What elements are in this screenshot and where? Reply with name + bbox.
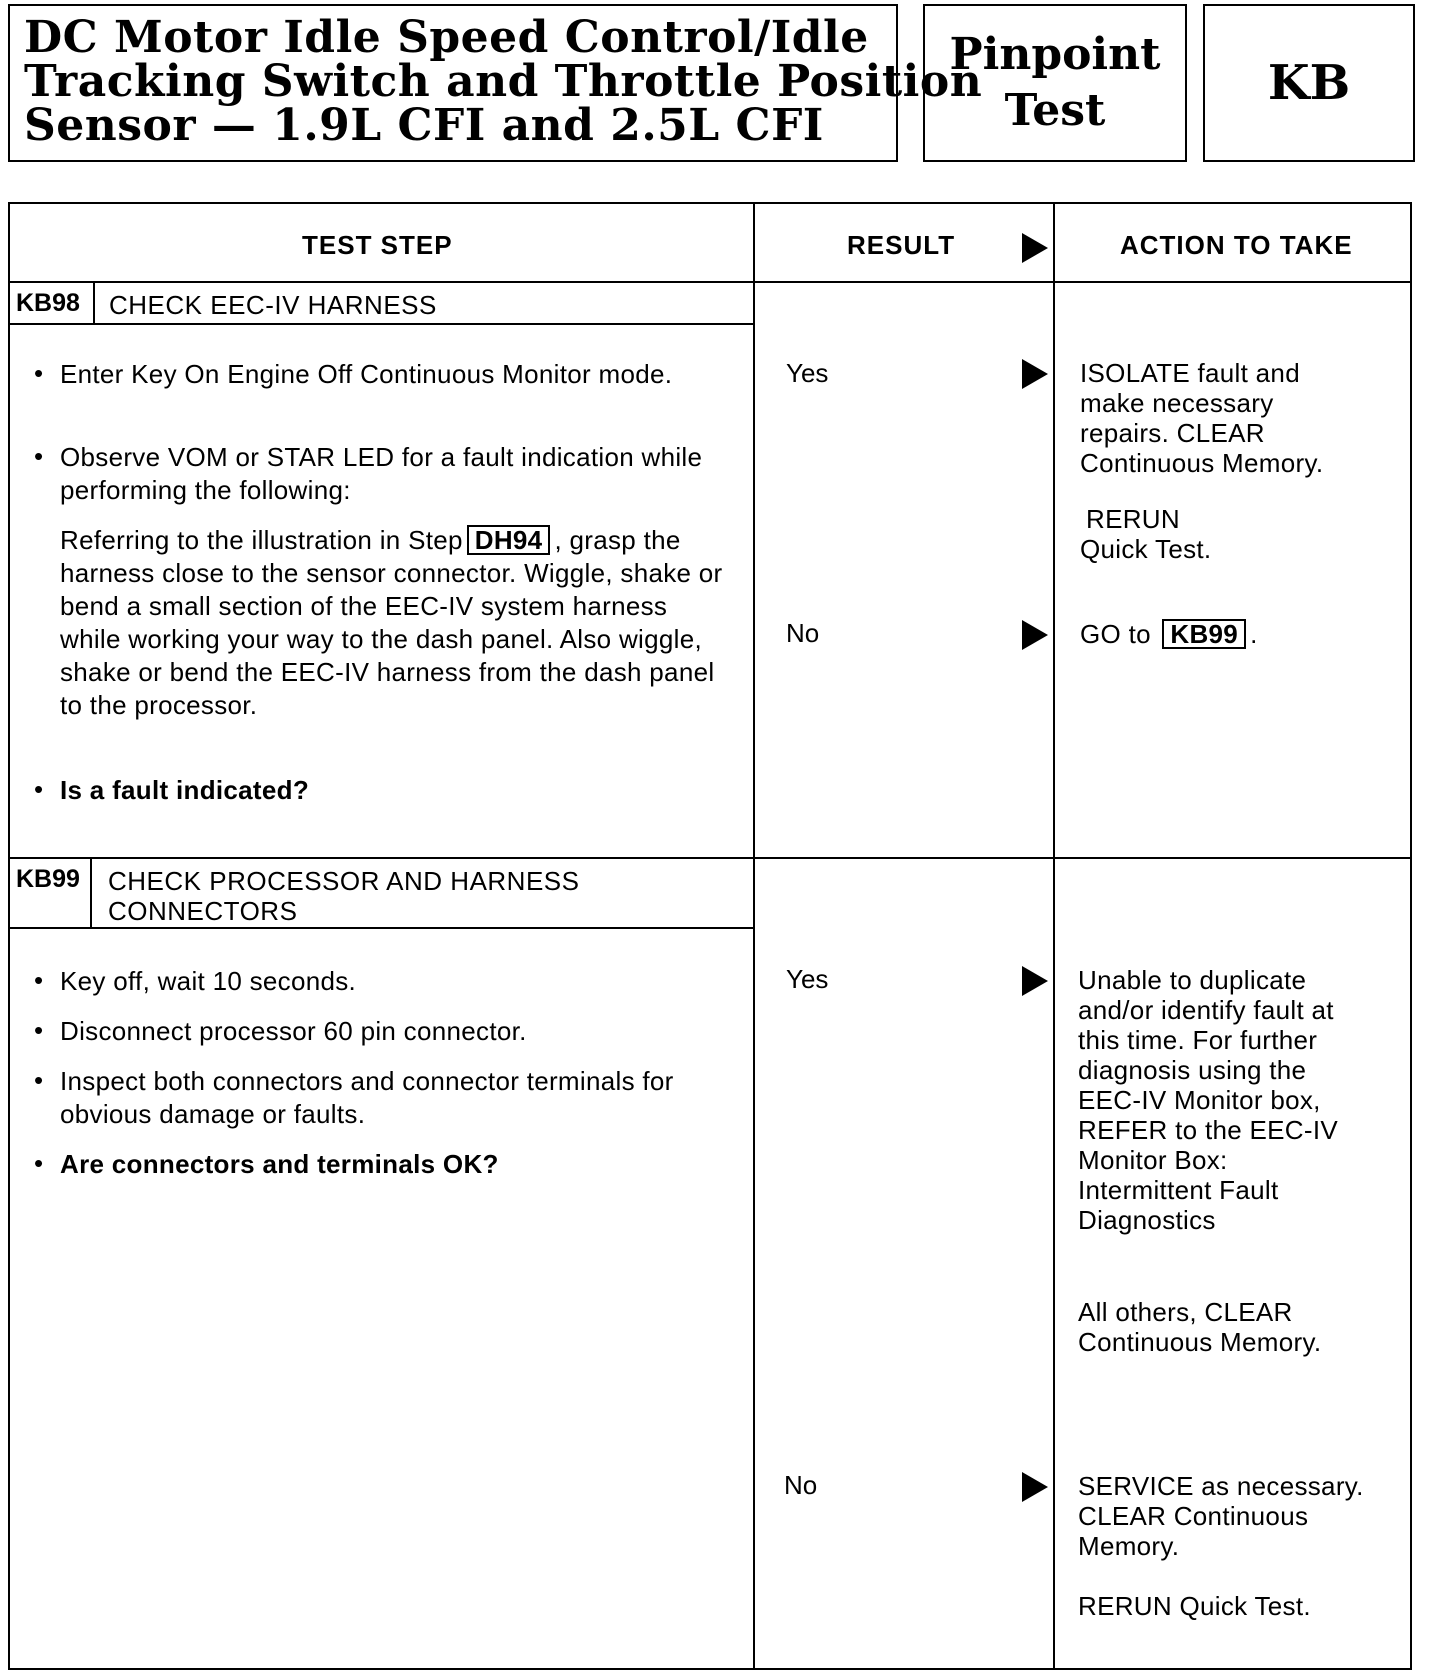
bullet-icon: •: [34, 441, 44, 471]
action-text: .: [1250, 619, 1258, 649]
step-ref-dh94: DH94: [467, 525, 551, 555]
kb98-no-action: [1080, 619, 1258, 649]
action-line: Intermittent Fault: [1078, 1175, 1279, 1205]
title-line-1: DC Motor Idle Speed Control/Idle: [24, 12, 869, 63]
kb98-para-start: Referring to the illustration in Step: [60, 525, 463, 555]
action-line: RERUN Quick Test.: [1078, 1591, 1311, 1621]
arrow-icon: [1022, 1472, 1048, 1502]
bullet-icon: •: [34, 774, 44, 804]
step-id-kb99: KB99: [10, 859, 92, 927]
action-line: CLEAR Continuous: [1078, 1501, 1309, 1531]
action-line: Diagnostics: [1078, 1205, 1216, 1235]
test-step-heading: TEST STEP: [302, 230, 453, 260]
kb98-paragraph: [60, 524, 730, 722]
pinpoint-test-box: [923, 4, 1187, 162]
kb98-title-rule: [8, 323, 755, 325]
bullet-icon: •: [34, 1015, 44, 1045]
column-divider: [1053, 202, 1055, 1670]
kb98-no-label: No: [786, 618, 820, 648]
column-divider: [753, 202, 755, 1670]
kb98-bullet-2: Observe VOM or STAR LED for a fault indication while performing the following:: [60, 442, 703, 505]
action-line: SERVICE as necessary.: [1078, 1471, 1364, 1501]
kb99-question: Are connectors and terminals OK?: [60, 1149, 499, 1179]
action-line: repairs. CLEAR: [1080, 418, 1265, 448]
test-label: Test: [1004, 85, 1106, 136]
action-line: Continuous Memory.: [1080, 448, 1324, 478]
kb98-yes-label: Yes: [786, 358, 829, 388]
test-code: KB: [1267, 55, 1351, 111]
bullet-icon: •: [34, 965, 44, 995]
action-line: and/or identify fault at: [1078, 995, 1334, 1025]
action-line: REFER to the EEC-IV: [1078, 1115, 1338, 1145]
kb99-yes-label: Yes: [786, 964, 829, 994]
action-line: RERUN: [1086, 504, 1180, 534]
step-separator: [8, 857, 1412, 859]
arrow-icon: [1022, 233, 1048, 263]
bullet-icon: •: [34, 1148, 44, 1178]
action-line: ISOLATE fault and: [1080, 358, 1300, 388]
kb99-bullet-3: Inspect both connectors and connector terminals for obvious damage or faults.: [60, 1066, 674, 1129]
title-line-2: Tracking Switch and Throttle Position: [24, 56, 983, 107]
result-heading: RESULT: [847, 230, 956, 260]
action-text: GO to: [1080, 619, 1151, 649]
bullet-icon: •: [34, 358, 44, 388]
kb99-bullet-2: Disconnect processor 60 pin connector.: [60, 1016, 527, 1046]
kb98-bullet-1: Enter Key On Engine Off Continuous Monitor mode.: [60, 359, 673, 389]
bullet-icon: •: [34, 1065, 44, 1095]
action-line: Continuous Memory.: [1078, 1327, 1322, 1357]
kb99-yes-action: [1078, 965, 1338, 1357]
procedure-title-box: [8, 4, 983, 162]
step-ref-kb99: KB99: [1162, 619, 1246, 649]
kb99-title-line: CHECK PROCESSOR AND HARNESS: [108, 866, 580, 896]
kb99-title-rule: [8, 927, 755, 929]
kb99-bullet-1: Key off, wait 10 seconds.: [60, 966, 357, 996]
kb98-question: Is a fault indicated?: [60, 775, 310, 805]
arrow-icon: [1022, 359, 1048, 389]
action-line: Monitor Box:: [1078, 1145, 1228, 1175]
action-line: EEC-IV Monitor box,: [1078, 1085, 1321, 1115]
header-row-rule: [8, 281, 1412, 283]
action-line: Unable to duplicate: [1078, 965, 1307, 995]
step-id-kb98: KB98: [10, 283, 95, 323]
pinpoint-label: Pinpoint: [949, 29, 1161, 80]
kb99-title: [108, 866, 579, 926]
kb98-para-after-ref: , grasp: [554, 525, 637, 555]
action-line: Memory.: [1078, 1531, 1180, 1561]
test-code-box: [1203, 4, 1415, 162]
kb98-yes-action: [1080, 358, 1323, 564]
kb99-title-line: CONNECTORS: [108, 896, 298, 926]
kb99-no-action: [1078, 1471, 1364, 1621]
kb99-no-label: No: [784, 1470, 818, 1500]
kb98-title: CHECK EEC-IV HARNESS: [109, 290, 437, 320]
action-line: All others, CLEAR: [1078, 1297, 1293, 1327]
action-heading: ACTION TO TAKE: [1120, 230, 1353, 260]
title-line-3: Sensor — 1.9L CFI and 2.5L CFI: [24, 100, 824, 151]
arrow-icon: [1022, 966, 1048, 996]
action-line: this time. For further: [1078, 1025, 1318, 1055]
action-line: diagnosis using the: [1078, 1055, 1307, 1085]
action-line: Quick Test.: [1080, 534, 1212, 564]
action-line: make necessary: [1080, 388, 1274, 418]
kb98-para-rest: the harness close to the sensor connector. Wiggle, shake or bend a small section of the EEC-IV system harness while working your way to the dash panel. Also wiggle, shake or bend the EEC-IV harness from the dash panel to the processor.: [60, 525, 723, 720]
arrow-icon: [1022, 620, 1048, 650]
